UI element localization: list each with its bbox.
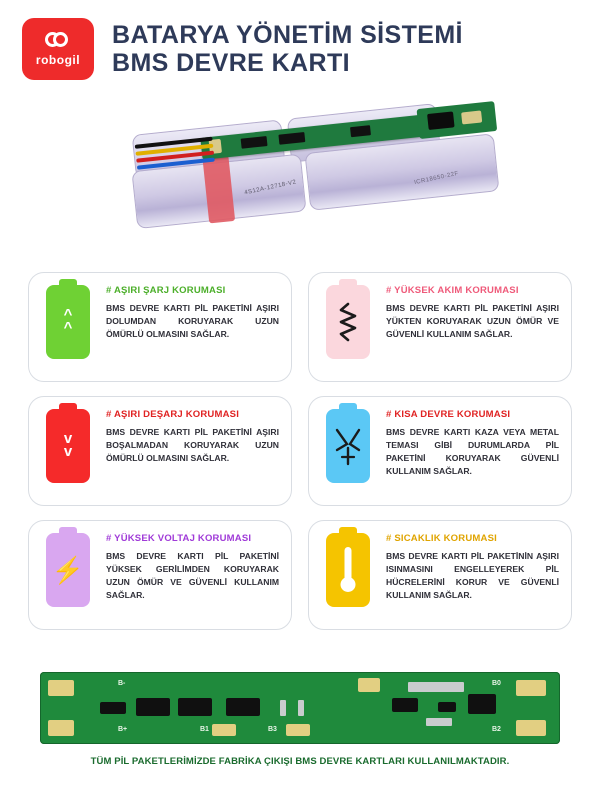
feature-text: BMS DEVRE KARTI PİL PAKETİNİN AŞIRI ISINMASINI ENGELLEYEREK PİL HÜCRELERİNİ KORUR VE GÜVENLİ KULLANIM SAĞLAR. xyxy=(386,551,559,600)
feature-title: # YÜKSEK AKIM KORUMASI xyxy=(386,285,519,296)
feature-card-temperature xyxy=(308,520,572,630)
logo-mark-icon xyxy=(45,31,71,51)
feature-title: # YÜKSEK VOLTAJ KORUMASI xyxy=(106,533,252,544)
footer-note: TÜM PİL PAKETLERİMİZDE FABRİKA ÇIKIŞI BMS DEVRE KARTLARI KULLANILMAKTADIR. xyxy=(90,756,510,767)
icon-container xyxy=(41,533,95,617)
feature-card-overvoltage xyxy=(28,520,292,630)
icon-container xyxy=(321,533,375,617)
feature-text: BMS DEVRE KARTI KAZA VEYA METAL TEMASI GİBİ DURUMLARDA PİL PAKETİNİ KORUYARAK GÜVENLİ KULLANIM SAĞLAR. xyxy=(386,427,559,476)
feature-text: BMS DEVRE KARTI PİL PAKETİNİ AŞIRI BOŞALMADAN KORUYARAK UZUN ÖMÜRLÜ OLMASINI SAĞLAR. xyxy=(106,427,279,463)
feature-title: # SICAKLIK KORUMASI xyxy=(386,533,497,544)
pcb-label-top-left: B- xyxy=(118,680,126,687)
board-label-1: 4S12A-12718-V2 xyxy=(243,179,298,197)
title-line-2: BMS DEVRE KARTI xyxy=(112,49,350,77)
feature-card-overcurrent xyxy=(308,272,572,382)
feature-title: # KISA DEVRE KORUMASI xyxy=(386,409,511,420)
logo-text: robogil xyxy=(35,53,81,67)
pcb-body xyxy=(40,672,560,744)
battery-overdischarge-icon: v v xyxy=(46,409,90,483)
battery-temperature-icon xyxy=(326,533,370,607)
title-line-1: BATARYA YÖNETİM SİSTEMİ xyxy=(112,21,463,49)
feature-title: # AŞIRI DEŞARJ KORUMASI xyxy=(106,409,240,420)
bolt-icon: ⚡ xyxy=(51,555,85,585)
icon-container xyxy=(41,409,95,493)
feature-card-overdischarge xyxy=(28,396,292,506)
battery-overvoltage-icon xyxy=(46,533,90,607)
pcb-label-mid-left: B1 xyxy=(200,726,209,733)
pcb-label-bottom-left: B+ xyxy=(118,726,128,733)
board-label-2: ICR18650-22F xyxy=(413,170,460,187)
feature-card-short-circuit xyxy=(308,396,572,506)
feature-card-overcharge xyxy=(28,272,292,382)
pcb-label-bottom-right: B2 xyxy=(492,726,501,733)
resistor-icon xyxy=(337,302,359,342)
hero-image xyxy=(0,90,600,255)
feature-text: BMS DEVRE KARTI PİL PAKETİNİ AŞIRI YÜKTEN KORUYARAK UZUN ÖMÜR VE GÜVENLİ KULLANIM SAĞLAR. xyxy=(386,303,559,339)
battery-overcurrent-icon xyxy=(326,285,370,359)
bms-pcb-top-view xyxy=(40,672,560,744)
icon-container xyxy=(41,285,95,369)
pcb-label-bottom-mid: B3 xyxy=(268,726,277,733)
battery-short-circuit-icon xyxy=(326,409,370,483)
header xyxy=(0,0,600,86)
spark-icon xyxy=(333,424,363,468)
icon-container xyxy=(321,285,375,369)
feature-grid xyxy=(28,272,572,630)
feature-text: BMS DEVRE KARTI PİL PAKETİNİ YÜKSEK GERİLİMDEN KORUYARAK UZUN ÖMÜR VE GÜVENLİ KULLANIM SAĞLAR. xyxy=(106,551,279,600)
feature-title: # AŞIRI ŞARJ KORUMASI xyxy=(106,285,226,296)
icon-container xyxy=(321,409,375,493)
pcb-label-top-right: B0 xyxy=(492,680,501,687)
page-title xyxy=(112,21,463,77)
feature-text: BMS DEVRE KARTI PİL PAKETİNİ AŞIRI DOLUMDAN KORUYARAK UZUN ÖMÜRLÜ OLMASINI SAĞLAR. xyxy=(106,303,279,339)
battery-pack-illustration xyxy=(88,99,506,237)
robogil-logo-icon xyxy=(22,18,94,80)
battery-overcharge-icon: ^ ^ xyxy=(46,285,90,359)
